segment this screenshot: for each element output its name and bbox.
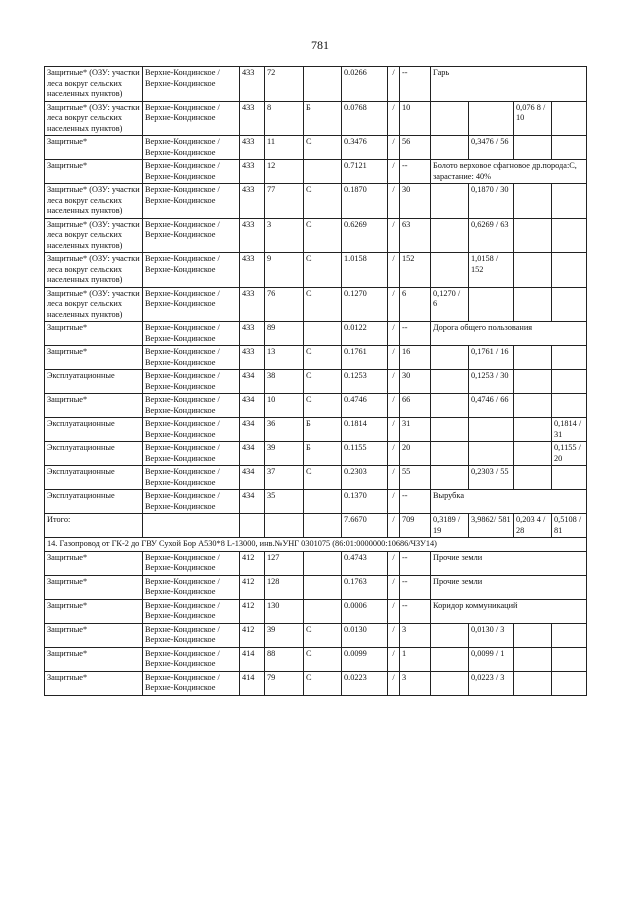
value-col-a [431,647,469,671]
quarter-cell: 433 [240,253,265,288]
value-col-b [469,418,514,442]
species-cell: С [304,466,342,490]
volume-cell: 30 [400,370,431,394]
area-cell: 0.0122 [342,322,388,346]
value-col-b: 0,1761 / 16 [469,346,514,370]
table-row [45,394,587,418]
value-col-d [552,671,587,695]
table-row [45,514,587,538]
table-row [45,418,587,442]
quarter-cell: 434 [240,490,265,514]
volume-cell: -- [400,490,431,514]
separator-cell: / [388,136,400,160]
forestry-cell: Верхне-Кондинское / Верхне-Кондинское [143,287,240,322]
forestry-cell: Верхне-Кондинское / Верхне-Кондинское [143,418,240,442]
value-col-b: 0,6269 / 63 [469,218,514,253]
value-col-d: 0,5108 / 81 [552,514,587,538]
value-col-a [431,623,469,647]
value-col-c [514,623,552,647]
category-cell: Защитные* (ОЗУ: участки леса вокруг сельских населенных пунктов) [45,218,143,253]
category-cell: Итого: [45,514,143,538]
value-col-c [514,370,552,394]
plot-cell: 12 [265,160,304,184]
separator-cell: / [388,575,400,599]
forestry-cell: Верхне-Кондинское / Верхне-Кондинское [143,67,240,102]
volume-cell: 709 [400,514,431,538]
area-cell: 0.0266 [342,67,388,102]
category-cell: Защитные* (ОЗУ: участки леса вокруг сельских населенных пунктов) [45,253,143,288]
area-cell: 0.6269 [342,218,388,253]
quarter-cell: 412 [240,575,265,599]
land-type-note: Дорога общего пользования [431,322,587,346]
plot-cell: 89 [265,322,304,346]
area-cell: 0.1270 [342,287,388,322]
separator-cell: / [388,442,400,466]
plot-cell: 127 [265,551,304,575]
volume-cell: -- [400,67,431,102]
separator-cell: / [388,490,400,514]
value-col-d [552,623,587,647]
land-type-note: Болото верховое сфагновое др.порода:С, зарастание: 40% [431,160,587,184]
separator-cell: / [388,184,400,219]
area-cell: 1.0158 [342,253,388,288]
category-cell: Защитные* [45,394,143,418]
separator-cell: / [388,370,400,394]
land-type-note: Прочие земли [431,575,587,599]
plot-cell: 77 [265,184,304,219]
value-col-b [469,101,514,136]
area-cell: 0.1870 [342,184,388,219]
value-col-b: 0,0099 / 1 [469,647,514,671]
area-cell: 0.3476 [342,136,388,160]
table-row [45,322,587,346]
value-col-a [431,370,469,394]
value-col-b: 0,1870 / 30 [469,184,514,219]
category-cell: Защитные* [45,551,143,575]
separator-cell: / [388,551,400,575]
volume-cell: 55 [400,466,431,490]
species-cell [304,490,342,514]
area-cell: 0.4743 [342,551,388,575]
volume-cell: 1 [400,647,431,671]
table-row [45,442,587,466]
section-header-row [45,538,587,552]
species-cell: С [304,287,342,322]
species-cell [304,322,342,346]
species-cell: С [304,370,342,394]
plot-cell: 35 [265,490,304,514]
value-col-d [552,253,587,288]
forestry-cell: Верхне-Кондинское / Верхне-Кондинское [143,370,240,394]
table-row [45,101,587,136]
value-col-d [552,101,587,136]
table-row [45,466,587,490]
forestry-cell: Верхне-Кондинское / Верхне-Кондинское [143,466,240,490]
value-col-c: 0,203 4 / 28 [514,514,552,538]
category-cell: Эксплуатационные [45,490,143,514]
quarter-cell: 434 [240,442,265,466]
forestry-cell: Верхне-Кондинское / Верхне-Кондинское [143,671,240,695]
species-cell: С [304,136,342,160]
species-cell [304,599,342,623]
forestry-cell: Верхне-Кондинское / Верхне-Кондинское [143,442,240,466]
separator-cell: / [388,346,400,370]
value-col-d [552,647,587,671]
separator-cell: / [388,287,400,322]
table-row [45,370,587,394]
value-col-c [514,394,552,418]
value-col-d [552,218,587,253]
table-row [45,599,587,623]
land-type-note: Гарь [431,67,587,102]
volume-cell: 3 [400,623,431,647]
value-col-b: 3,9862/ 581 [469,514,514,538]
area-cell: 7.6670 [342,514,388,538]
land-type-note: Коридор коммуникаций [431,599,587,623]
area-cell: 0.0130 [342,623,388,647]
forestry-cell: Верхне-Кондинское / Верхне-Кондинское [143,322,240,346]
separator-cell: / [388,322,400,346]
volume-cell: 30 [400,184,431,219]
value-col-d [552,184,587,219]
table-row [45,671,587,695]
volume-cell: 152 [400,253,431,288]
value-col-c [514,184,552,219]
species-cell [304,551,342,575]
category-cell: Эксплуатационные [45,370,143,394]
category-cell: Защитные* (ОЗУ: участки леса вокруг сельских населенных пунктов) [45,67,143,102]
category-cell: Эксплуатационные [45,442,143,466]
volume-cell: -- [400,599,431,623]
value-col-d [552,136,587,160]
quarter-cell: 434 [240,370,265,394]
value-col-c [514,287,552,322]
value-col-c [514,346,552,370]
volume-cell: -- [400,551,431,575]
forestry-cell: Верхне-Кондинское / Верхне-Кондинское [143,253,240,288]
table-row [45,490,587,514]
value-col-d [552,394,587,418]
quarter-cell: 412 [240,623,265,647]
forestry-cell: Верхне-Кондинское / Верхне-Кондинское [143,490,240,514]
category-cell: Защитные* [45,136,143,160]
separator-cell: / [388,623,400,647]
species-cell [304,514,342,538]
quarter-cell: 434 [240,418,265,442]
forestry-cell: Верхне-Кондинское / Верхне-Кондинское [143,184,240,219]
value-col-a [431,466,469,490]
separator-cell: / [388,160,400,184]
value-col-a [431,101,469,136]
plot-cell: 39 [265,442,304,466]
value-col-b [469,287,514,322]
volume-cell: 20 [400,442,431,466]
value-col-c: 0,076 8 / 10 [514,101,552,136]
plot-cell: 79 [265,671,304,695]
category-cell: Защитные* (ОЗУ: участки леса вокруг сельских населенных пунктов) [45,101,143,136]
category-cell: Защитные* [45,623,143,647]
quarter-cell: 433 [240,101,265,136]
area-cell: 0.1763 [342,575,388,599]
value-col-c [514,466,552,490]
quarter-cell: 433 [240,346,265,370]
quarter-cell: 433 [240,287,265,322]
forestry-cell: Верхне-Кондинское / Верхне-Кондинское [143,551,240,575]
quarter-cell: 433 [240,184,265,219]
plot-cell: 37 [265,466,304,490]
page-number: 781 [311,38,329,52]
table-row [45,253,587,288]
species-cell [304,575,342,599]
value-col-a [431,136,469,160]
volume-cell: -- [400,575,431,599]
species-cell: С [304,394,342,418]
quarter-cell: 412 [240,599,265,623]
area-cell: 0.4746 [342,394,388,418]
area-cell: 0.1370 [342,490,388,514]
section-title: 14. Газопровод от ГК-2 до ГВУ Сухой Бор А530*8 L-13000, инв.№УНГ 0301075 (86:01:0000000:10686/ЧЗУ14) [45,538,587,552]
volume-cell: 31 [400,418,431,442]
plot-cell: 36 [265,418,304,442]
volume-cell: -- [400,160,431,184]
value-col-b: 0,0223 / 3 [469,671,514,695]
quarter-cell: 433 [240,218,265,253]
value-col-c [514,442,552,466]
separator-cell: / [388,647,400,671]
volume-cell: 3 [400,671,431,695]
value-col-b: 0,1253 / 30 [469,370,514,394]
plot-cell: 38 [265,370,304,394]
value-col-a [431,442,469,466]
table-row [45,218,587,253]
table-row [45,647,587,671]
area-cell: 0.2303 [342,466,388,490]
separator-cell: / [388,599,400,623]
plot-cell: 13 [265,346,304,370]
area-cell: 0.1761 [342,346,388,370]
value-col-b [469,442,514,466]
table-row [45,136,587,160]
value-col-c [514,418,552,442]
value-col-a [431,346,469,370]
value-col-b: 0,2303 / 55 [469,466,514,490]
value-col-a: 0,1270 / 6 [431,287,469,322]
value-col-d [552,466,587,490]
quarter-cell: 433 [240,136,265,160]
separator-cell: / [388,218,400,253]
forestry-cell: Верхне-Кондинское / Верхне-Кондинское [143,647,240,671]
plot-cell: 11 [265,136,304,160]
plot-cell: 72 [265,67,304,102]
forestry-cell: Верхне-Кондинское / Верхне-Кондинское [143,346,240,370]
forestry-cell: Верхне-Кондинское / Верхне-Кондинское [143,136,240,160]
category-cell: Защитные* [45,671,143,695]
area-cell: 0.1253 [342,370,388,394]
species-cell: Б [304,418,342,442]
volume-cell: -- [400,322,431,346]
plot-cell: 128 [265,575,304,599]
plot-cell: 130 [265,599,304,623]
volume-cell: 63 [400,218,431,253]
plot-cell [265,514,304,538]
forestry-cell: Верхне-Кондинское / Верхне-Кондинское [143,623,240,647]
volume-cell: 66 [400,394,431,418]
area-cell: 0.0099 [342,647,388,671]
table-row [45,623,587,647]
species-cell: С [304,218,342,253]
area-cell: 0.1814 [342,418,388,442]
area-cell: 0.7121 [342,160,388,184]
separator-cell: / [388,466,400,490]
species-cell: С [304,346,342,370]
value-col-a [431,418,469,442]
category-cell: Эксплуатационные [45,418,143,442]
value-col-a [431,184,469,219]
quarter-cell: 433 [240,322,265,346]
plot-cell: 88 [265,647,304,671]
separator-cell: / [388,101,400,136]
forestry-cell: Верхне-Кондинское / Верхне-Кондинское [143,599,240,623]
category-cell: Защитные* [45,322,143,346]
area-cell: 0.0006 [342,599,388,623]
category-cell: Защитные* [45,575,143,599]
value-col-a [431,394,469,418]
separator-cell: / [388,253,400,288]
value-col-c [514,671,552,695]
land-type-note: Вырубка [431,490,587,514]
table-row [45,67,587,102]
table-row [45,551,587,575]
value-col-d [552,346,587,370]
separator-cell: / [388,67,400,102]
category-cell: Защитные* (ОЗУ: участки леса вокруг сельских населенных пунктов) [45,287,143,322]
species-cell: С [304,253,342,288]
value-col-d [552,370,587,394]
forestry-cell: Верхне-Кондинское / Верхне-Кондинское [143,101,240,136]
forestry-cell: Верхне-Кондинское / Верхне-Кондинское [143,394,240,418]
area-cell: 0.1155 [342,442,388,466]
category-cell: Защитные* [45,599,143,623]
plot-cell: 9 [265,253,304,288]
separator-cell: / [388,394,400,418]
value-col-c [514,218,552,253]
quarter-cell: 412 [240,551,265,575]
forestry-cell: Верхне-Кондинское / Верхне-Кондинское [143,575,240,599]
value-col-b: 0,3476 / 56 [469,136,514,160]
species-cell [304,67,342,102]
value-col-a [431,218,469,253]
quarter-cell: 433 [240,160,265,184]
species-cell: Б [304,101,342,136]
separator-cell: / [388,514,400,538]
separator-cell: / [388,671,400,695]
plot-cell: 10 [265,394,304,418]
forestry-cell: Верхне-Кондинское / Верхне-Кондинское [143,218,240,253]
quarter-cell: 414 [240,647,265,671]
quarter-cell [240,514,265,538]
value-col-c [514,647,552,671]
species-cell [304,160,342,184]
value-col-b: 0,4746 / 66 [469,394,514,418]
separator-cell: / [388,418,400,442]
table-row [45,287,587,322]
forest-plot-table [44,66,587,696]
forestry-cell: Верхне-Кондинское / Верхне-Кондинское [143,160,240,184]
value-col-d [552,287,587,322]
species-cell: С [304,671,342,695]
plot-cell: 3 [265,218,304,253]
volume-cell: 6 [400,287,431,322]
land-type-note: Прочие земли [431,551,587,575]
category-cell: Защитные* [45,346,143,370]
volume-cell: 10 [400,101,431,136]
value-col-b: 1,0158 / 152 [469,253,514,288]
plot-cell: 8 [265,101,304,136]
value-col-d: 0,1814 / 31 [552,418,587,442]
plot-cell: 76 [265,287,304,322]
quarter-cell: 414 [240,671,265,695]
volume-cell: 56 [400,136,431,160]
plot-cell: 39 [265,623,304,647]
area-cell: 0.0223 [342,671,388,695]
category-cell: Защитные* [45,647,143,671]
quarter-cell: 434 [240,466,265,490]
table-row [45,160,587,184]
forestry-cell [143,514,240,538]
quarter-cell: 433 [240,67,265,102]
area-cell: 0.0768 [342,101,388,136]
value-col-a [431,253,469,288]
table-row [45,184,587,219]
volume-cell: 16 [400,346,431,370]
species-cell: С [304,647,342,671]
species-cell: С [304,184,342,219]
category-cell: Эксплуатационные [45,466,143,490]
value-col-a [431,671,469,695]
value-col-a: 0,3189 / 19 [431,514,469,538]
species-cell: С [304,623,342,647]
table-row [45,346,587,370]
value-col-c [514,253,552,288]
category-cell: Защитные* [45,160,143,184]
value-col-d: 0,1155 / 20 [552,442,587,466]
value-col-b: 0,0130 / 3 [469,623,514,647]
quarter-cell: 434 [240,394,265,418]
table-row [45,575,587,599]
category-cell: Защитные* (ОЗУ: участки леса вокруг сельских населенных пунктов) [45,184,143,219]
value-col-c [514,136,552,160]
species-cell: Б [304,442,342,466]
